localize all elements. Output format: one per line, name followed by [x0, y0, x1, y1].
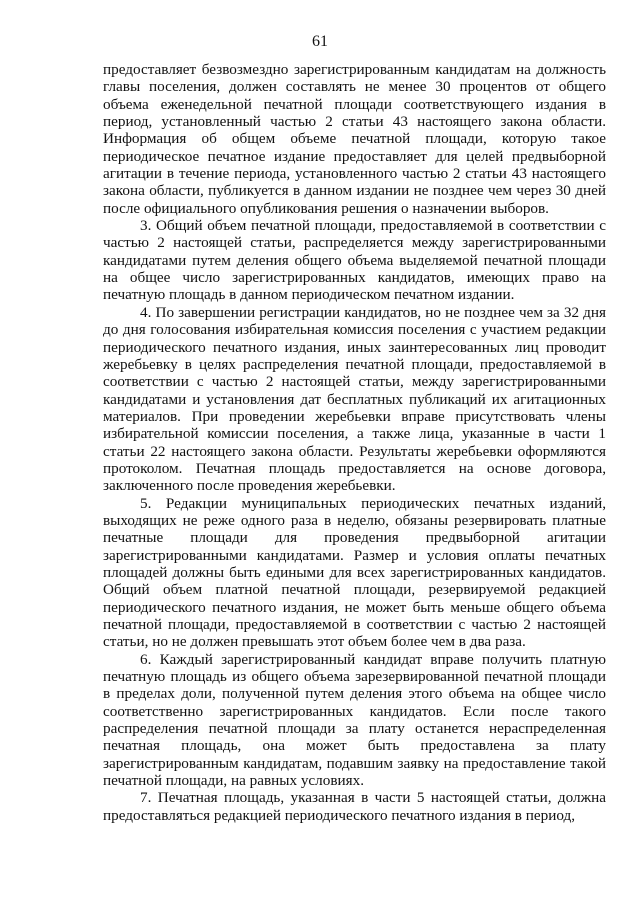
paragraph-item-6: 6. Каждый зарегистрированный кандидат вправе получить платную печатную площадь из общего объема зарезервированной печатной площади в пределах доли, полученной путем деления этого объема на общее число соответственно зарегистрированных кандидатов. Если после такого распределения печатной площади за плату останется нераспределенная печатная площадь, она может быть предоставлена за плату зарегистрированным кандидатам, подавшим заявку на предоставление такой печатной площади, на равных условиях. [103, 650, 606, 790]
paragraph-item-7: 7. Печатная площадь, указанная в части 5 настоящей статьи, должна предоставляться редакцией периодического печатного издания в период, [103, 789, 606, 824]
page-number: 61 [312, 33, 328, 50]
document-body [103, 61, 606, 824]
paragraph-item-3: 3. Общий объем печатной площади, предоставляемой в соответствии с частью 2 настоящей статьи, распределяется между зарегистрированными кандидатами путем деления общего объема выделяемой печатной площади на общее число зарегистрированных кандидатов, имеющих право на печатную площадь в данном периодическом печатном издании. [103, 217, 606, 304]
paragraph-item-5: 5. Редакции муниципальных периодических печатных изданий, выходящих не реже одного раза в неделю, обязаны резервировать платные печатные площади для проведения предвыборной агитации зарегистрированными кандидатами. Размер и условия оплаты печатных площадей должны быть едиными для всех зарегистрированных кандидатов. Общий объем платной печатной площади, резервируемой редакцией периодического печатного издания, не может быть меньше общего объема печатной площади, предоставляемой в соответствии с частью 2 настоящей статьи, но не должен превышать этот объем более чем в два раза. [103, 494, 606, 651]
paragraph-item-4: 4. По завершении регистрации кандидатов, но не позднее чем за 32 дня до дня голосования избирательная комиссия поселения с участием редакции периодического печатного издания, иных заинтересованных лиц проводит жеребьевку в целях распределения печатной площади, предоставляемой в соответствии с частью 2 настоящей статьи, между зарегистрированными кандидатами и установления дат бесплатных публикаций их агитационных материалов. При проведении жеребьевки вправе присутствовать члены избирательной комиссии поселения, а также лица, указанные в части 1 статьи 22 настоящего закона области. Результаты жеребьевки оформляются протоколом. Печатная площадь предоставляется на основе договора, заключенного после проведения жеребьевки. [103, 303, 606, 495]
paragraph-continuation: предоставляет безвозмездно зарегистрированным кандидатам на должность главы поселения, должен составлять не менее 30 процентов от общего объема еженедельной печатной площади соответствующего издания в период, установленный частью 2 статьи 43 настоящего закона области. Информация об общем объеме печатной площади, которую такое периодическое печатное издание предоставляет для целей предвыборной агитации в течение периода, установленного частью 2 статьи 43 настоящего закона области, публикуется в данном издании не позднее чем через 30 дней после официального опубликования решения о назначении выборов. [103, 61, 606, 217]
